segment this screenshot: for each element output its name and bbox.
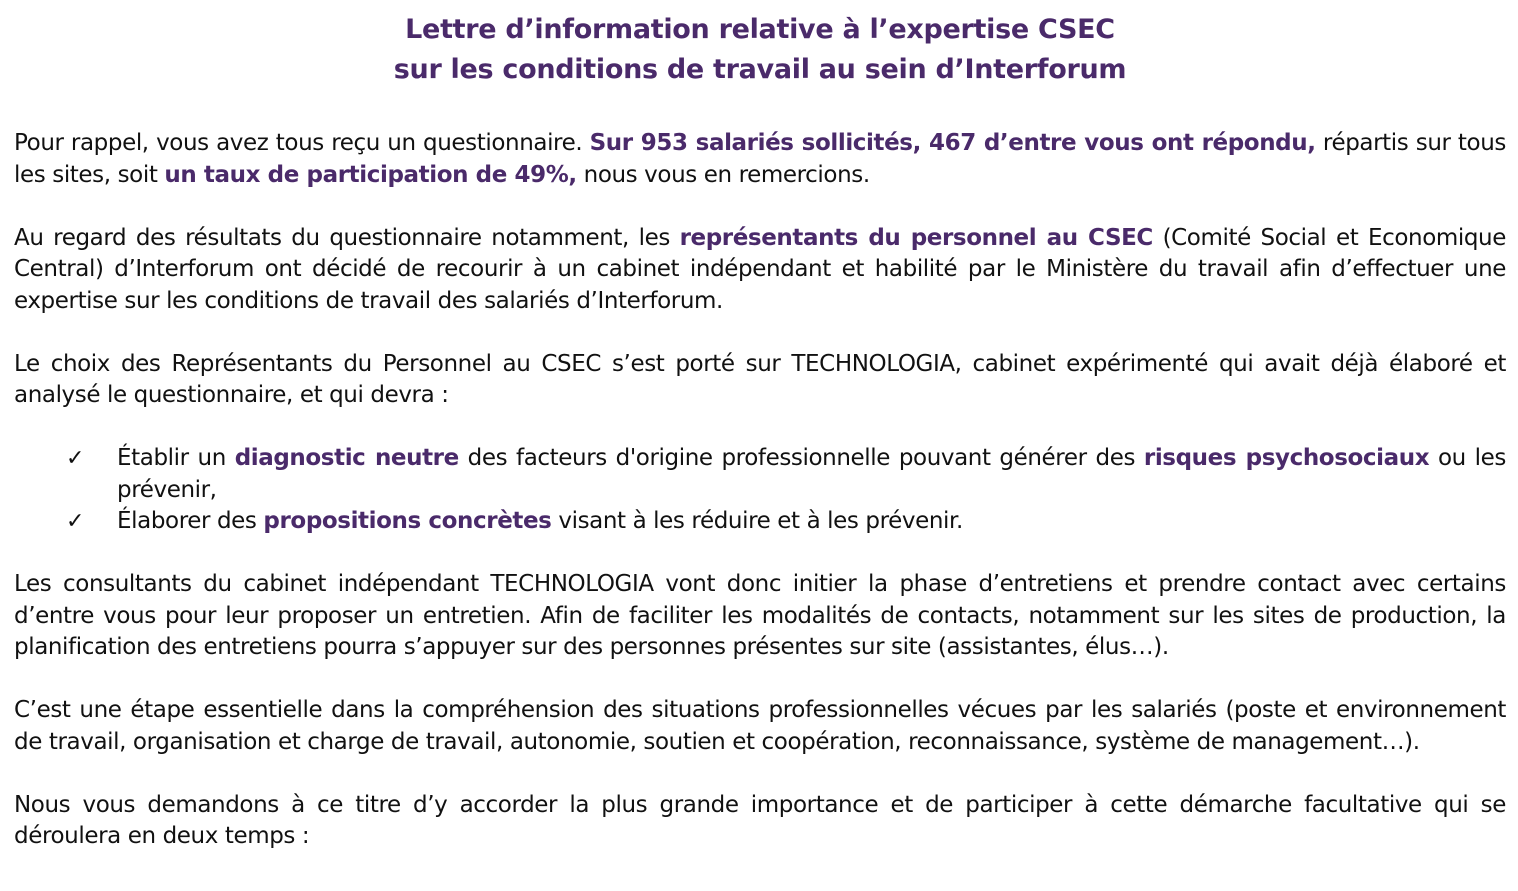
item1-highlight-1: diagnostic neutre: [234, 445, 459, 471]
item2-text-2: visant à les réduire et à les prévenir.: [551, 508, 963, 534]
title-line-2: sur les conditions de travail au sein d’Interforum: [393, 54, 1127, 85]
item1-highlight-2: risques psychosociaux: [1143, 445, 1430, 471]
p2-text-1: Au regard des résultats du questionnaire notamment, les: [14, 224, 680, 251]
p1-highlight-1: Sur 953 salariés sollicités, 467 d’entre vous ont répondu,: [589, 130, 1316, 156]
paragraph-interviews: Les consultants du cabinet indépendant TECHNOLOGIA vont donc initier la phase d’entretiens et prendre contact avec certains d’entre vous pour leur proposer un entretien. Afin de faciliter les modalités de contacts, notamment sur les sites de production, la planification des entretiens pourra s’appuyer sur des personnes présentes sur site (assistantes, élus…).: [14, 571, 1506, 660]
paragraph-participation: [14, 128, 1506, 191]
item2-text-1: Élaborer des: [117, 508, 264, 534]
document-title: [14, 10, 1506, 90]
item1-text-3: ou les prévenir,: [117, 445, 1506, 503]
p1-highlight-2: un taux de participation de 49%,: [164, 161, 577, 188]
item1-text-2: des facteurs d'origine professionnelle pouvant générer des: [458, 445, 1144, 471]
p1-text-1: Pour rappel, vous avez tous reçu un questionnaire.: [14, 130, 590, 156]
mission-checklist: [14, 443, 1506, 538]
p1-text-3: nous vous en remercions.: [576, 161, 870, 188]
item1-text-1: Établir un: [117, 445, 235, 471]
paragraph-request: Nous vous demandons à ce titre d’y accorder la plus grande importance et de participer à cette démarche facultative qui se déroulera en deux temps :: [14, 791, 1506, 849]
checkmark-icon: ✓: [66, 509, 85, 534]
p1-text-2: répartis sur tous les sites, soit: [14, 130, 1506, 188]
p2-text-2: (Comité Social et Economique Central) d’Interforum ont décidé de recourir à un cabinet indépendant et habilité par le Ministère du travail afin d’effectuer une expertise sur les conditions de travail des salariés d’Interforum.: [14, 224, 1506, 314]
paragraph-csec-decision: [14, 223, 1506, 318]
checkmark-icon: ✓: [66, 446, 85, 471]
paragraph-essential-step: C’est une étape essentielle dans la compréhension des situations professionnelles vécues par les salariés (poste et environnement de travail, organisation et charge de travail, autonomie, soutien et coopération, reconnaissance, système de management…).: [14, 697, 1506, 755]
item2-highlight-1: propositions concrètes: [263, 508, 552, 534]
checklist-item: [14, 443, 1506, 506]
checklist-item: [14, 506, 1506, 538]
p2-highlight-1: représentants du personnel au CSEC: [679, 224, 1153, 251]
document-page: [14, 10, 1506, 853]
paragraph-technologia-choice: Le choix des Représentants du Personnel au CSEC s’est porté sur TECHNOLOGIA, cabinet expérimenté qui avait déjà élaboré et analysé le questionnaire, et qui devra :: [14, 350, 1506, 408]
title-line-1: Lettre d’information relative à l’expertise CSEC: [405, 14, 1115, 45]
